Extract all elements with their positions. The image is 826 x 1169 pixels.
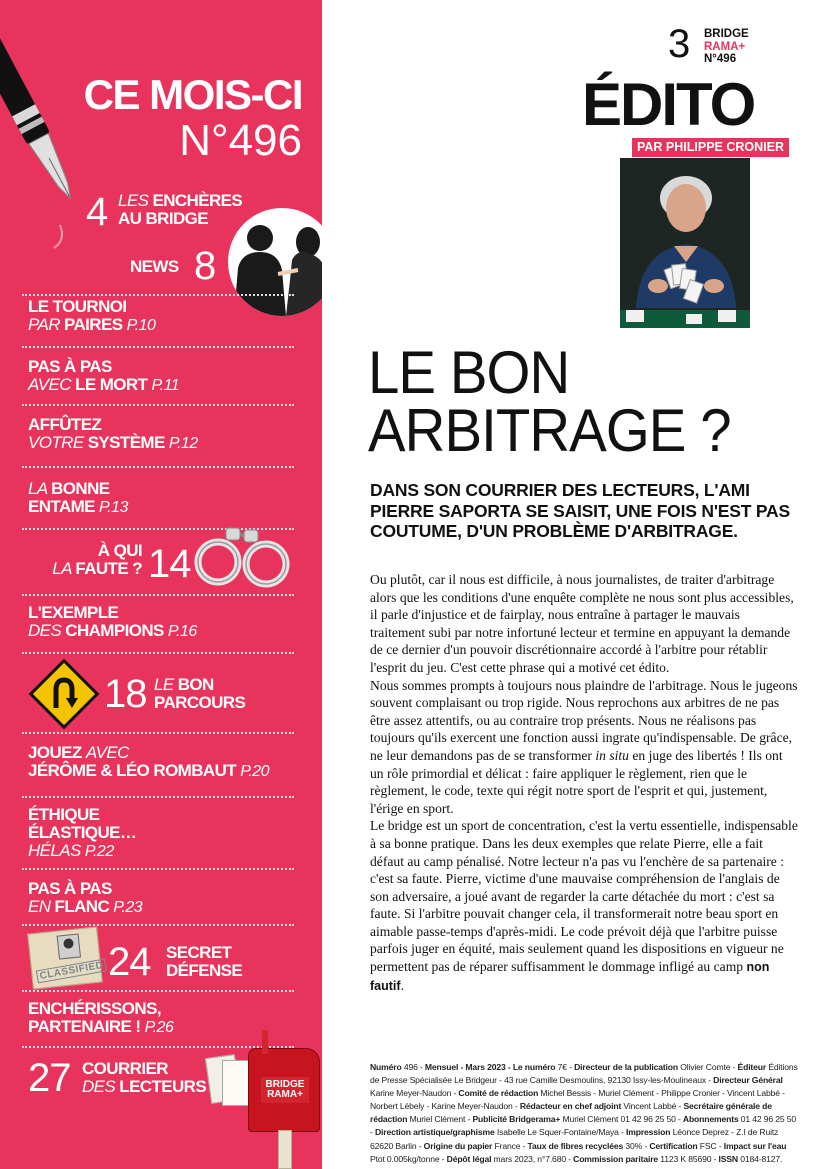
toc-label-part: L'EXEMPLE (28, 603, 119, 622)
toc-item-bonne-entame[interactable] (28, 480, 296, 517)
toc-label (28, 416, 296, 453)
byline: PAR PHILIPPE CRONIER (632, 138, 789, 157)
masthead-credits (370, 1061, 798, 1166)
toc-label-part: AVEC (85, 743, 129, 762)
credit-key: Directeur Général (713, 1075, 783, 1086)
credit-value: Muriel Clément 01 42 96 25 50 - (560, 1114, 683, 1125)
mailbox-body (248, 1048, 320, 1132)
toc-label-part: JOUEZ (28, 743, 86, 762)
credit-key: Impact sur l'eau (723, 1140, 787, 1151)
toc-label (48, 542, 142, 578)
toc-label-part: FAUTE ? (75, 559, 142, 578)
credit-value: 496 - (401, 1062, 425, 1072)
toc-number: 27 (28, 1056, 71, 1100)
credit-key: Origine du papier (423, 1140, 493, 1151)
toc-label-part: LE (154, 675, 178, 694)
paragraph-text: . (400, 977, 404, 993)
toc-divider (22, 346, 294, 348)
toc-page: P.13 (99, 499, 128, 516)
toc-label-part: ÉLASTIQUE… (28, 823, 137, 842)
toc-page: P.22 (84, 843, 114, 860)
toc-label-part: DÉFENSE (166, 961, 243, 980)
toc-item-pas-a-pas-flanc[interactable] (28, 880, 296, 917)
credit-value: France - (492, 1140, 528, 1151)
toc-label-part: PAS À PAS (28, 357, 112, 376)
fountain-pen-icon (0, 20, 84, 250)
toc-item-jouez-avec[interactable] (28, 744, 296, 781)
classified-photo (27, 926, 105, 989)
toc-label (118, 192, 242, 228)
toc-divider (22, 294, 294, 296)
toc-divider (22, 404, 294, 406)
credit-key: Dépôt légal (446, 1153, 492, 1164)
toc-label-part: LES (118, 191, 153, 210)
credit-value: Olivier Comte - (677, 1062, 738, 1072)
toc-divider (22, 924, 294, 926)
section-title: ÉDITO (582, 71, 755, 138)
toc-divider (22, 466, 294, 468)
issue-number: N°496 (179, 116, 302, 165)
toc-item-tournoi[interactable] (28, 298, 296, 335)
brand-line: RAMA+ (704, 40, 746, 53)
credit-key: Secrétaire générale de rédaction (370, 1101, 772, 1125)
toc-label-part: BON (177, 675, 214, 694)
toc-page: P.16 (167, 623, 197, 640)
brand-line: BRIDGE (704, 28, 749, 40)
mailbox-label-line: BRIDGE (265, 1079, 305, 1090)
toc-label-part: COURRIER (82, 1059, 168, 1078)
paragraph: Ou plutôt, car il nous est difficile, à nous journalistes, de traiter d'arbitrage alors que les conditions d'une enquête complète ne nous sont plus accessibles, il parle d'injustice et de fairplay, nous entraîne à partager le mauvais traitement subi par notre infortuné lecteur et termine en appuyant la demande de ce dernier d'un pouvoir discrétionnaire accordé à l'arbitre pour rétablir l'esprit du jeu. C'est cette phrase qui a motivé cet édito. (370, 572, 794, 675)
toc-page: P.20 (240, 763, 270, 780)
toc-label-part: LECTEURS (119, 1077, 207, 1096)
toc-divider (22, 652, 294, 654)
credit-key: Comité de rédaction (458, 1088, 539, 1099)
toc-number: 8 (194, 244, 216, 288)
italic-text: in situ (595, 747, 629, 763)
paragraph-text: en juge des libertés ! Ils ont un rôle primordial et délicat : faire appliquer le règlement, rien que le règlement, le code, texte qui régit notre sport de l'esprit et qui, justement, l'érige en sport. (370, 747, 783, 816)
toc-number: 24 (108, 940, 151, 984)
credit-key: Éditeur (737, 1062, 767, 1072)
author-portrait (620, 158, 750, 328)
credit-key: ISSN (718, 1153, 738, 1164)
toc-label (28, 604, 296, 641)
toc-label-part: AFFÛTEZ (28, 415, 102, 434)
credit-key: Abonnements (682, 1114, 739, 1125)
credit-value: 1123 K 85690 - (658, 1153, 719, 1164)
credit-key: Impression (626, 1127, 671, 1138)
credit-value: Léonce Deprez - Z.I de Ruitz 62620 Barlin - (370, 1127, 779, 1151)
credit-value: 7€ - (555, 1062, 575, 1072)
toc-number: 4 (86, 190, 108, 234)
toc-label-part: JÉRÔME & LÉO ROMBAUT (28, 761, 237, 780)
credit-key: Rédacteur en chef adjoint (519, 1101, 622, 1112)
toc-divider (22, 594, 294, 596)
handcuffs-icon (190, 520, 300, 592)
paragraph (370, 677, 798, 818)
toc-label-part: BONNE (51, 479, 110, 498)
toc-label (28, 744, 296, 781)
toc-label-part: À QUI (97, 541, 142, 560)
toc-label-part: PAIRES (64, 315, 123, 334)
toc-label-part: SYSTÈME (87, 433, 165, 452)
toc-label (28, 806, 296, 861)
toc-item-pas-a-pas-mort[interactable] (28, 358, 296, 395)
headline-line: LE BON (368, 339, 570, 406)
mailbox-flag (262, 1030, 268, 1054)
paragraph (370, 817, 798, 995)
mailbox-label-line: RAMA+ (267, 1089, 303, 1100)
credit-value: 30% - (623, 1140, 650, 1151)
credit-key: Taux de fibres recyclées (527, 1140, 624, 1151)
credit-value: mars 2023, n°7.680 - (491, 1153, 574, 1164)
article-body (370, 571, 798, 995)
article-lead: DANS SON COURRIER DES LECTEURS, L'AMI PIERRE SAPORTA SE SAISIT, UNE FOIS N'EST PAS COUTUME, D'UN PROBLÈME D'ARBITRAGE. (370, 480, 790, 541)
toc-label-part: FLANC (54, 897, 110, 916)
toc-label-part: ÉTHIQUE (28, 805, 100, 824)
page-number: 3 (668, 22, 691, 66)
credit-key: Direction artistique/graphisme (374, 1127, 495, 1138)
credit-value: Muriel Clément - (407, 1114, 473, 1125)
toc-page: P.10 (126, 317, 156, 334)
credit-key: Publicité Bridgerama+ (472, 1114, 561, 1125)
author-portrait-drawing (620, 158, 750, 328)
toc-label-part: EN (28, 897, 55, 916)
toc-number: 18 (104, 672, 147, 716)
paragraph-text: Le bridge est un sport de concentration, c'est la vertu essentielle, indispensable à sa bonne pratique. Dans les deux exemples que relate Pierre, elle a fait défaut au camp pénalisé. Notre lecteur n'a pas vu l'enchère de sa partenaire : c'est sa faute. Pierre, victime d'une mauvaise compréhension de l'anglais de son adversaire, a joué avant de regarder la carte détachée du mort : c'est sa faute. Si l'arbitre pouvait changer cela, il transformerait notre beau sport en aimable passe-temps d'après-midi. Le code prévoit déjà que l'arbitre puisse parfois juger en équité, mais seulement quand les dispositions en vigueur ne permettent pas de réparer suffisamment le dommage infligé au camp (370, 818, 798, 975)
toc-page: P.23 (113, 899, 143, 916)
credit-value: Isabelle Le Squer-Fontaine/Maya - (494, 1127, 626, 1138)
toc-label-part: LE MORT (75, 375, 148, 394)
toc-label: NEWS (130, 257, 179, 276)
toc-label-part: ENTAME (28, 497, 95, 516)
mailbox-post (278, 1130, 292, 1169)
sidebar-contents (0, 0, 322, 1169)
headline-line: ARBITRAGE ? (368, 397, 731, 464)
toc-label (154, 676, 245, 712)
toc-label-part: LA (28, 479, 52, 498)
credit-value: Éditions de Presse Spécialisée Le Bridgeur - 43 rue Camille Desmoulins, 92130 Issy-les-Moulineaux - (370, 1062, 798, 1086)
sidebar-title-line1: CE MOIS-CI (83, 71, 302, 118)
credit-value: Vincent Labbé - (621, 1101, 684, 1112)
toc-page: P.26 (144, 1019, 174, 1036)
credit-value: Michel Bessis - Muriel Clément - Philippe Cronier - Vincent Labbé - Norbert Lébely - Karine Meyer-Naudon - (370, 1088, 785, 1112)
portrait-head (63, 938, 74, 949)
toc-label-part: PARTENAIRE ! (28, 1017, 141, 1036)
bold-text: non fautif (370, 960, 770, 993)
brand-logo (704, 28, 749, 66)
toc-label-part: CHAMPIONS (65, 621, 164, 640)
toc-label-part: ENCHÉRISSONS, (28, 999, 161, 1018)
toc-label-part: SECRET (166, 943, 232, 962)
paragraph-text: Nous sommes prompts à toujours nous plaindre de l'arbitrage. Nous le jugeons souvent complaisant ou trop rigide. Nous reprochons aux arbitres de ne pas être assez attentifs, ou au contraire trop présents. Nous ne réalisons pas toujours qu'ils exercent une fonction aussi ingrate qu'indispensable. De grâce, ne leur demandons pas de se transformer (370, 677, 798, 763)
toc-label (82, 1060, 206, 1096)
brand-issue: N°496 (704, 53, 737, 65)
sidebar-title (84, 72, 302, 164)
classified-portrait (57, 933, 81, 959)
toc-label-part: AVEC (28, 375, 76, 394)
toc-item-exemple-champions[interactable] (28, 604, 296, 641)
toc-label (166, 944, 242, 980)
credit-value: FSC - (697, 1140, 724, 1151)
toc-divider (22, 868, 294, 870)
credit-value: 0184-8127. (738, 1153, 783, 1164)
toc-page: P.12 (168, 435, 198, 452)
toc-divider (22, 990, 294, 992)
toc-number: 14 (148, 542, 191, 586)
toc-label (28, 480, 296, 517)
toc-page: P.11 (151, 377, 180, 394)
toc-divider (22, 796, 294, 798)
classified-stamp: CLASSIFIED (36, 958, 108, 983)
toc-label-part: LA (52, 559, 76, 578)
credit-key: Certification (649, 1140, 698, 1151)
toc-label-part: VOTRE (28, 433, 88, 452)
toc-label-part: PAS À PAS (28, 879, 112, 898)
toc-label-part: PAR (28, 315, 65, 334)
toc-label (28, 298, 296, 335)
mailbox-label (261, 1077, 309, 1103)
credit-value: 01 42 96 25 50 - (370, 1114, 797, 1138)
credit-key: Numéro (370, 1062, 402, 1072)
toc-item-ethique[interactable] (28, 806, 296, 861)
toc-item-affutez[interactable] (28, 416, 296, 453)
toc-label-part: AU BRIDGE (118, 209, 208, 228)
toc-label (28, 880, 296, 917)
credit-key: Directeur de la publication (574, 1062, 678, 1072)
toc-label (28, 358, 296, 395)
mailbox-icon (204, 1026, 322, 1169)
u-turn-sign-icon (26, 656, 102, 732)
credit-value: Ptot 0.005kg/tonne - (370, 1153, 447, 1164)
toc-label-part: DES (28, 621, 66, 640)
toc-divider (22, 732, 294, 734)
toc-label-part: LE TOURNOI (28, 297, 127, 316)
article-headline (368, 339, 731, 464)
credit-value: Karine Meyer-Naudon - (370, 1088, 459, 1099)
toc-label-part: PARCOURS (154, 693, 246, 712)
credit-key: Mensuel - Mars 2023 - Le numéro (424, 1062, 556, 1072)
toc-label-part: DES (82, 1077, 120, 1096)
toc-label-part: ENCHÈRES (152, 191, 243, 210)
toc-label-part: HÉLAS (28, 841, 81, 860)
credit-key: Commission paritaire (573, 1153, 659, 1164)
